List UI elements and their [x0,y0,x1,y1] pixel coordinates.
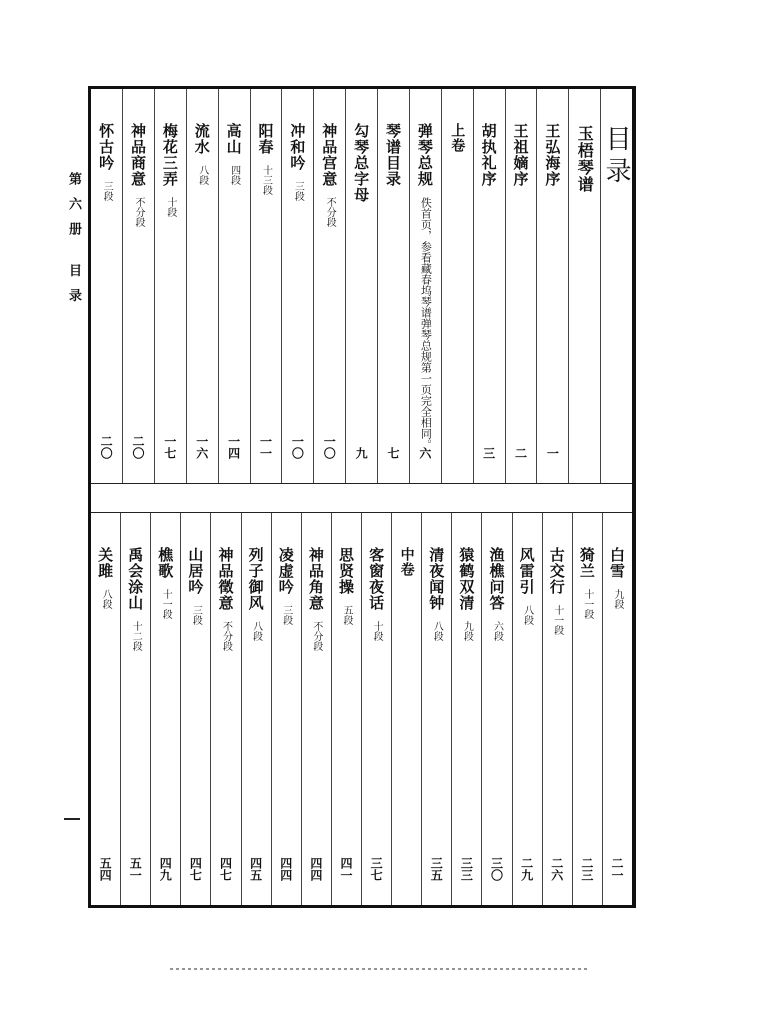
entry-title-text: 列子御风 [246,547,265,611]
scan-noise-line [170,968,590,970]
toc-entry-page: 三五 [429,857,444,881]
toc-entry-title [319,123,340,227]
toc-entry-page: 二三 [579,857,594,881]
toc-entry [271,513,301,905]
toc-entry [473,89,505,483]
toc-entry-sections: 不分段 [310,621,322,651]
toc-entry-sections: 八段 [521,605,533,625]
toc-entry-sections: 十一段 [551,605,563,635]
toc-entry-page: 二〇 [130,435,145,459]
toc-entry [154,89,186,483]
toc-entry-sections: 四段 [228,165,240,185]
toc-entry-title [224,123,245,185]
toc-entry [451,513,481,905]
entry-title-text: 神品角意 [306,547,325,611]
toc-entry-page: 三三 [459,857,474,881]
entry-title-text: 流水 [192,123,211,155]
toc-entry-title [547,547,568,635]
toc-entry-sections: 六段 [491,621,503,641]
entry-title-text: 渔樵问答 [487,547,506,611]
toc-entry-sections: 八段 [431,621,443,641]
toc-entry-title [96,123,117,201]
toc-entry-page: 四四 [278,857,293,881]
toc-entry [536,89,568,483]
toc-entry-sections: 八段 [250,621,262,641]
toc-entry-title [510,123,531,187]
entry-title-text: 风雷引 [517,547,536,595]
toc-section-header [441,89,473,483]
toc-lower-section [91,513,632,905]
margin-page-number [64,818,80,820]
toc-entry-page: 七 [385,447,400,459]
toc-entry-note: 佚首页，参看藏春坞琴谱弹琴总规第一页完全相同。 [419,197,433,450]
volume-margin-label: 第六册 目录 [66,172,81,314]
toc-entry-sections: 不分段 [324,197,336,227]
toc-entry [301,513,331,905]
toc-entry [210,513,240,905]
toc-entry-sections: 五段 [340,605,352,625]
toc-entry-sections: 十二段 [130,621,142,651]
toc-entry-title [351,123,372,203]
toc-entry-title [246,547,267,641]
toc-entry [180,513,210,905]
entry-title-text: 山居吟 [186,547,205,595]
toc-entry-page: 一〇 [290,435,305,459]
entry-title-text: 怀古吟 [97,123,116,171]
section-divider-band [91,483,632,513]
entry-title-text: 王弘海序 [543,123,562,187]
toc-entry [602,513,632,905]
toc-entry-title [456,547,477,641]
toc-entry-title [160,123,181,217]
toc-entry-page: 九 [354,447,369,459]
entry-title-text: 猗兰 [577,547,596,579]
toc-entry [421,513,451,905]
toc-entry-title [447,123,467,153]
toc-entry-sections: 不分段 [220,621,232,651]
toc-entry [481,513,511,905]
toc-entry-title [185,547,206,625]
entry-title-text: 胡执礼序 [479,123,498,187]
toc-entry-title [542,123,563,187]
toc-entry [241,513,271,905]
toc-upper-section [91,89,632,483]
entry-title-text: 王祖嫡序 [511,123,530,187]
toc-entry-sections: 三段 [292,181,304,201]
toc-entry-title [95,547,116,609]
toc-entry-title [487,547,508,641]
toc-entry [313,89,345,483]
entry-title-text: 凌虚吟 [276,547,295,595]
toc-entry-sections: 不分段 [132,197,144,227]
toc-entry-sections: 三段 [280,605,292,625]
toc-entry [120,513,150,905]
toc-entry [218,89,250,483]
entry-title-text: 古交行 [547,547,566,595]
toc-entry-page: 四四 [308,857,323,881]
toc-entry [150,513,180,905]
toc-entry-title [397,547,417,577]
toc-entry-page: 一〇 [322,435,337,459]
toc-entry [572,513,602,905]
toc-entry-page: 四九 [158,857,173,881]
toc-entry-page: 一四 [226,435,241,459]
entry-title-text: 高山 [224,123,243,155]
toc-entry-page: 一六 [194,435,209,459]
entry-title-text: 琴谱目录 [383,123,402,187]
toc-entry [512,513,542,905]
toc-entry [186,89,218,483]
toc-entry-title [192,123,213,185]
toc-entry-title [383,123,404,187]
toc-entry-title [255,123,276,195]
toc-entry [361,513,391,905]
toc-entry-sections: 八段 [196,165,208,185]
page-title: 目录 [601,125,632,189]
entry-title-text: 神品徵意 [216,547,235,611]
toc-entry-page: 四七 [188,857,203,881]
entry-title-text: 阳春 [256,123,275,155]
toc-entry-page: 一七 [162,435,177,459]
toc-entry-sections: 十段 [164,197,176,217]
toc-entry [250,89,282,483]
toc-entry-sections: 三段 [101,181,113,201]
toc-heading-column [600,89,632,483]
book-title-column [568,89,600,483]
entry-title-text: 中卷 [398,547,415,577]
toc-entry-page: 二九 [519,857,534,881]
toc-entry-sections: 九段 [611,589,623,609]
entry-title-text: 猿鹤双清 [457,547,476,611]
toc-entry-title [479,123,500,187]
toc-entry [542,513,572,905]
toc-entry-title [607,547,628,609]
toc-entry-page: 三七 [369,857,384,881]
toc-entry-sections: 十一段 [581,589,593,619]
toc-entry-title [155,547,176,619]
toc-entry-page: 一 [545,447,560,459]
toc-entry [281,89,313,483]
toc-entry-title [366,547,387,641]
toc-entry [91,513,120,905]
toc-entry [331,513,361,905]
entry-title-text: 勾琴总字母 [352,123,371,203]
entry-title-text: 神品商意 [128,123,147,187]
toc-entry-title [125,547,146,651]
entry-title-text: 客窗夜话 [367,547,386,611]
toc-entry-title [306,547,327,651]
toc-entry-title [517,547,538,625]
entry-title-text: 樵歌 [156,547,175,579]
toc-entry-page: 二一 [609,857,624,881]
toc-entry-sections: 三段 [190,605,202,625]
toc-entry [91,89,122,483]
entry-title-text: 神品宫意 [320,123,339,187]
toc-entry-page: 二 [513,447,528,459]
toc-entry-page: 二六 [549,857,564,881]
entry-title-text: 禹会涂山 [126,547,145,611]
entry-title-text: 冲和吟 [288,123,307,171]
entry-title-text: 梅花三弄 [160,123,179,187]
entry-title-text: 白雪 [607,547,626,579]
toc-entry-page: 三〇 [489,857,504,881]
toc-entry-sections: 十一段 [160,589,172,619]
toc-entry-title [577,547,598,619]
toc-entry-title [287,123,308,201]
entry-title-text: 上卷 [449,123,466,153]
toc-entry-title [336,547,357,625]
toc-entry [345,89,377,483]
toc-entry-title [128,123,149,227]
toc-entry-sections: 九段 [461,621,473,641]
toc-entry-title [216,547,237,651]
book-title: 玉梧琴谱 [575,125,595,193]
toc-entry-page: 二〇 [99,435,114,459]
toc-entry-title [415,123,436,187]
toc-entry-page: 五四 [98,857,113,881]
entry-title-text: 关雎 [96,547,115,579]
table-of-contents-frame [88,86,636,908]
toc-entry-sections: 十三段 [260,165,272,195]
entry-title-text: 弹琴总规 [415,123,434,187]
toc-entry-title [426,547,447,641]
toc-entry [122,89,154,483]
toc-entry-sections: 十段 [371,621,383,641]
entry-title-text: 思贤操 [336,547,355,595]
toc-entry-page: 六 [417,447,432,459]
toc-entry [409,89,441,483]
toc-entry-page: 四五 [248,857,263,881]
toc-entry-page: 三 [481,447,496,459]
toc-entry-page: 四一 [338,857,353,881]
toc-section-header [391,513,421,905]
toc-entry-title [276,547,297,625]
toc-entry-sections: 八段 [100,589,112,609]
toc-entry-page: 五一 [128,857,143,881]
toc-entry-page: 一一 [258,435,273,459]
toc-entry [377,89,409,483]
toc-entry [505,89,537,483]
toc-entry-page: 四七 [218,857,233,881]
entry-title-text: 清夜闻钟 [427,547,446,611]
